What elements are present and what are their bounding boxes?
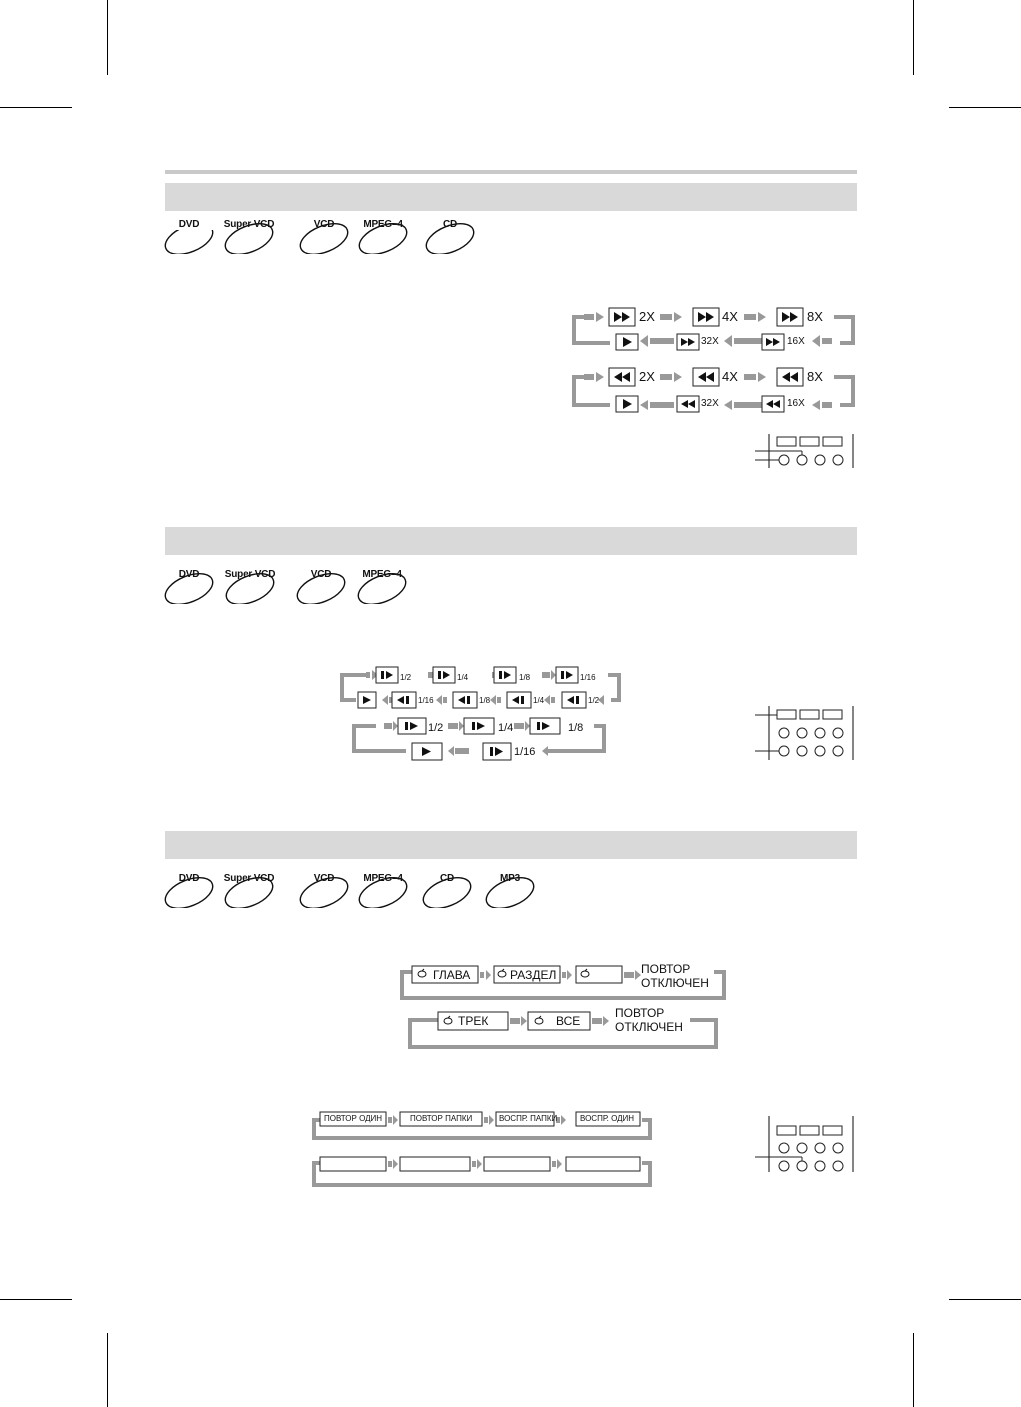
speed-label: 1/16	[580, 673, 596, 682]
disc-icon: DVD	[163, 872, 215, 908]
speed-label: 16X	[787, 336, 805, 347]
crop-mark	[107, 1333, 108, 1407]
speed-label: 1/2	[428, 722, 444, 734]
speed-label: 2X	[639, 369, 655, 384]
disc-icon: Super VCD	[223, 218, 275, 254]
disc-icon: VCD	[295, 568, 347, 604]
disc-icon: MPEG–4	[357, 872, 409, 908]
disc-icon: MP3	[484, 872, 536, 908]
disc-icon: CD	[421, 872, 473, 908]
speed-label: 16X	[787, 398, 805, 409]
speed-label: 8X	[807, 369, 823, 384]
crop-mark	[913, 0, 914, 75]
speed-label: 1/4	[533, 696, 545, 705]
remote-control-icon	[755, 1114, 859, 1176]
crop-mark	[0, 1299, 72, 1300]
mp3-repeat-one-label: ПОВТОР ОДИН	[324, 1114, 383, 1123]
repeat-off-label: ПОВТОР	[615, 1006, 665, 1020]
speed-label: 1/16	[514, 746, 536, 758]
speed-label: 1/2	[588, 696, 600, 705]
crop-mark	[107, 0, 108, 75]
repeat-off-label: ПОВТОР	[641, 962, 691, 976]
header-rule	[165, 170, 857, 174]
disc-icon: DVD	[163, 218, 215, 254]
speed-label: 1/8	[479, 696, 491, 705]
speed-label: 2X	[639, 309, 655, 324]
speed-label: 1/4	[457, 673, 469, 682]
disc-icon: MPEG–4	[356, 568, 408, 604]
speed-label: 32X	[701, 398, 719, 409]
crop-mark	[949, 1299, 1021, 1300]
repeat-track-label: ТРЕК	[458, 1014, 489, 1028]
speed-label: 4X	[722, 309, 738, 324]
repeat-off-label: ОТКЛЮЧЕН	[641, 976, 709, 990]
speed-label: 8X	[807, 309, 823, 324]
mp3-repeat-folder-label: ПОВТОР ПАПКИ	[410, 1114, 473, 1123]
mp3-play-one-label: ВОСПР. ОДИН	[580, 1114, 635, 1123]
disc-icon: Super VCD	[223, 872, 275, 908]
section-bar-repeat	[165, 831, 857, 859]
repeat-title-label: РАЗДЕЛ	[510, 968, 557, 982]
speed-label: 1/4	[498, 722, 514, 734]
disc-icon: CD	[424, 218, 476, 254]
speed-label: 1/8	[568, 722, 584, 734]
repeat-off-label: ОТКЛЮЧЕН	[615, 1020, 683, 1034]
disc-icon: DVD	[163, 568, 215, 604]
speed-label: 4X	[722, 369, 738, 384]
disc-icon: MPEG–4	[357, 218, 409, 254]
disc-icon: Super VCD	[224, 568, 276, 604]
speed-label: 1/16	[418, 696, 434, 705]
mp3-play-folder-label: ВОСПР. ПАПКИ	[499, 1114, 558, 1123]
crop-mark	[949, 107, 1021, 108]
section-bar-scan	[165, 183, 857, 211]
disc-icon: VCD	[298, 872, 350, 908]
repeat-chapter-label: ГЛАВА	[433, 968, 471, 982]
speed-label: 1/2	[400, 673, 412, 682]
section-bar-slow	[165, 527, 857, 555]
crop-mark	[913, 1333, 914, 1407]
speed-label: 32X	[701, 336, 719, 347]
remote-control-icon	[755, 432, 859, 472]
speed-label: 1/8	[519, 673, 531, 682]
repeat-all-label: ВСЕ	[556, 1014, 581, 1028]
disc-icon: VCD	[298, 218, 350, 254]
crop-mark	[0, 107, 72, 108]
remote-control-icon	[755, 704, 859, 766]
